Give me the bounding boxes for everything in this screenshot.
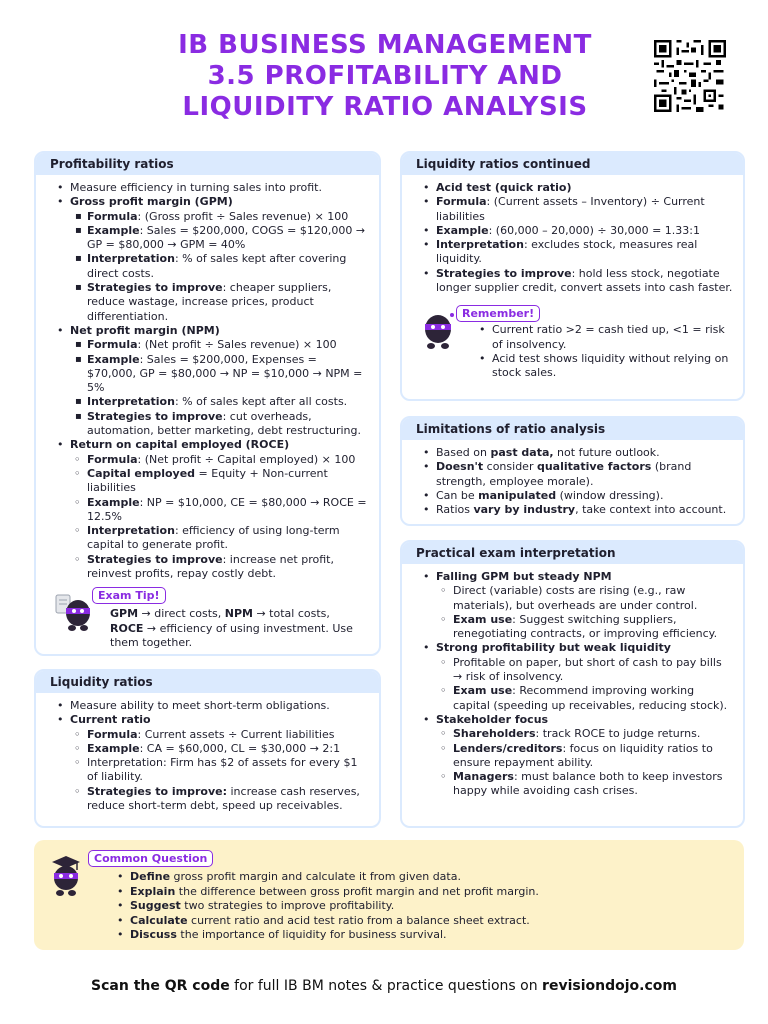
list-item: • Calculate current ratio and acid test ratio from a balance sheet extract. [114, 914, 724, 929]
card-heading: Limitations of ratio analysis [402, 418, 743, 440]
list-item: • Gross profit margin (GPM) ▪ Formula: (Gross profit ÷ Sales revenue) × 100 ▪ Example: Sales = $200,000, COGS = $120,000 → GP = $80,000 → GPM = 40% ▪ Interpretation: % of sales kept after covering direct costs. ▪ Strategies to improve: cheaper suppliers, reduce wastage, increase prices, product differentiation. [54, 195, 369, 324]
card-heading: Profitability ratios [36, 153, 379, 175]
footer-text: for full IB BM notes & practice questions on [229, 978, 543, 994]
graduate-mascot-icon [46, 854, 86, 898]
remember-tag: Remember! [456, 305, 540, 322]
list-item: • Explain the difference between gross profit margin and net profit margin. [114, 885, 724, 900]
list-item: ▪ Formula: (Gross profit ÷ Sales revenue) × 100 [72, 210, 369, 224]
title-line-2: 3.5 PROFITABILITY AND [207, 61, 563, 91]
profitability-card [34, 151, 381, 656]
card-heading: Liquidity ratios continued [402, 153, 743, 175]
list-item: ◦ Example: NP = $10,000, CE = $80,000 → ROCE = 12.5% [72, 496, 369, 525]
list-item: • Based on past data, not future outlook. [420, 446, 733, 460]
list-item: • Doesn't consider qualitative factors (brand strength, employee morale). [420, 460, 733, 489]
list-item: ▪ Interpretation: % of sales kept after covering direct costs. [72, 252, 369, 281]
list-item: ◦ Profitable on paper, but short of cash to pay bills → risk of insolvency. [438, 656, 733, 685]
limitations-card [400, 416, 745, 526]
list-item: ◦ Example: CA = $60,000, CL = $30,000 → 2:1 [72, 742, 369, 756]
list-item: ▪ Example: Sales = $200,000, COGS = $120,000 → GP = $80,000 → GPM = 40% [72, 224, 369, 253]
list-item: ◦ Exam use: Suggest switching suppliers, renegotiating contracts, or improving efficiency. [438, 613, 733, 642]
qr-code-icon[interactable] [654, 40, 726, 112]
ninja-mascot-icon [54, 589, 94, 633]
list-item: ▪ Strategies to improve: cut overheads, automation, better marketing, debt restructuring. [72, 410, 369, 439]
list-item: ◦ Managers: must balance both to keep investors happy while avoiding cash crises. [438, 770, 733, 799]
list-item: • Example: (60,000 – 20,000) ÷ 30,000 = 1.33:1 [420, 224, 733, 238]
list-item: • Suggest two strategies to improve profitability. [114, 899, 724, 914]
common-question-box [34, 840, 744, 950]
list-item: • Can be manipulated (window dressing). [420, 489, 733, 503]
list-item: • Acid test shows liquidity without relying on stock sales. [476, 352, 731, 381]
list-item: ▪ Interpretation: % of sales kept after all costs. [72, 395, 369, 409]
list-item: • Strong profitability but weak liquidity ◦ Profitable on paper, but short of cash to pay bills → risk of insolvency. ◦ Exam use: Recommend improving working capital (speeding up receivables, reducing stock). [420, 641, 733, 712]
list-item: ◦ Strategies to improve: increase cash reserves, reduce short-term debt, speed up receivables. [72, 785, 369, 814]
footer [0, 978, 768, 994]
list-item: • Current ratio >2 = cash tied up, <1 = risk of insolvency. [476, 323, 731, 352]
list-item: ◦ Lenders/creditors: focus on liquidity ratios to ensure repayment ability. [438, 742, 733, 771]
list-item: • Current ratio ◦ Formula: Current assets ÷ Current liabilities ◦ Example: CA = $60,000, CL = $30,000 → 2:1 ◦ Interpretation: Firm has $2 of assets for every $1 of liability. ◦ Strategies to improve: increase cash reserves, reduce short-term debt, speed up receivables. [54, 713, 369, 813]
footer-site-link[interactable]: revisiondojo.com [542, 978, 677, 994]
list-item: ◦ Direct (variable) costs are rising (e.g., raw materials), but overheads are under control. [438, 584, 733, 613]
list-item: • Falling GPM but steady NPM ◦ Direct (variable) costs are rising (e.g., raw materials), but overheads are under control. ◦ Exam use: Suggest switching suppliers, renegotiating contracts, or improving efficiency. [420, 570, 733, 641]
list-item: • Strategies to improve: hold less stock, negotiate longer supplier credit, convert assets into cash faster. [420, 267, 733, 296]
list-item: • Stakeholder focus ◦ Shareholders: track ROCE to judge returns. ◦ Lenders/creditors: focus on liquidity ratios to ensure repayment ability. ◦ Managers: must balance both to keep investors happy while avoiding cash crises. [420, 713, 733, 799]
practical-card [400, 540, 745, 828]
list-item: ◦ Formula: (Net profit ÷ Capital employed) × 100 [72, 453, 369, 467]
remember-note [420, 305, 733, 385]
list-item: ◦ Formula: Current assets ÷ Current liabilities [72, 728, 369, 742]
exam-tip-text: GPM → direct costs, NPM → total costs, ROCE → efficiency of using investment. Use them together. [110, 607, 353, 649]
list-item: • Acid test (quick ratio) [420, 181, 733, 195]
exam-tip [54, 587, 369, 656]
liquidity-card [34, 669, 381, 828]
list-item: • Interpretation: excludes stock, measures real liquidity. [420, 238, 733, 267]
title-line-1: IB BUSINESS MANAGEMENT [178, 30, 592, 60]
list-item: • Formula: (Current assets – Inventory) ÷ Current liabilities [420, 195, 733, 224]
common-question-tag: Common Question [88, 850, 213, 867]
ninja-mascot-icon [418, 309, 458, 353]
list-item: • Measure ability to meet short-term obligations. [54, 699, 369, 713]
list-item: ◦ Shareholders: track ROCE to judge returns. [438, 727, 733, 741]
list-item: ▪ Strategies to improve: cheaper suppliers, reduce wastage, increase prices, product differentiation. [72, 281, 369, 324]
card-heading: Liquidity ratios [36, 671, 379, 693]
footer-scan-label: Scan the QR code [91, 978, 230, 994]
list-item: • Define gross profit margin and calculate it from given data. [114, 870, 724, 885]
list-item: • Discuss the importance of liquidity for business survival. [114, 928, 724, 943]
list-item: ◦ Interpretation: Firm has $2 of assets for every $1 of liability. [72, 756, 369, 785]
list-item: ▪ Formula: (Net profit ÷ Sales revenue) × 100 [72, 338, 369, 352]
exam-tip-tag: Exam Tip! [92, 587, 166, 604]
title-line-3: LIQUIDITY RATIO ANALYSIS [182, 92, 588, 122]
list-item: ◦ Strategies to improve: increase net profit, reinvest profits, repay costly debt. [72, 553, 369, 582]
card-heading: Practical exam interpretation [402, 542, 743, 564]
list-item: ◦ Interpretation: efficiency of using long-term capital to generate profit. [72, 524, 369, 553]
page-title [120, 30, 650, 123]
list-item: ◦ Exam use: Recommend improving working capital (speeding up receivables, reducing stock). [438, 684, 733, 713]
list-item: • Measure efficiency in turning sales into profit. [54, 181, 369, 195]
list-item: ◦ Capital employed = Equity + Non-current liabilities [72, 467, 369, 496]
liquidity-continued-card [400, 151, 745, 401]
list-item: • Ratios vary by industry, take context into account. [420, 503, 733, 517]
list-item: ▪ Example: Sales = $200,000, Expenses = $70,000, GP = $80,000 → NP = $10,000 → NPM = 5% [72, 353, 369, 396]
list-item: • Net profit margin (NPM) ▪ Formula: (Net profit ÷ Sales revenue) × 100 ▪ Example: Sales = $200,000, Expenses = $70,000, GP = $80,000 → NP = $10,000 → NPM = 5% ▪ Interpretation: % of sales kept after all costs. ▪ Strategies to improve: cut overheads, automation, better marketing, debt restructuring. [54, 324, 369, 438]
list-item: • Return on capital employed (ROCE) ◦ Formula: (Net profit ÷ Capital employed) × 100 ◦ Capital employed = Equity + Non-current liabilities ◦ Example: NP = $10,000, CE = $80,000 → ROCE = 12.5% ◦ Interpretation: efficiency of using long-term capital to generate profit. ◦ Strategies to improve: increase net profit, reinvest profits, repay costly debt. [54, 438, 369, 581]
